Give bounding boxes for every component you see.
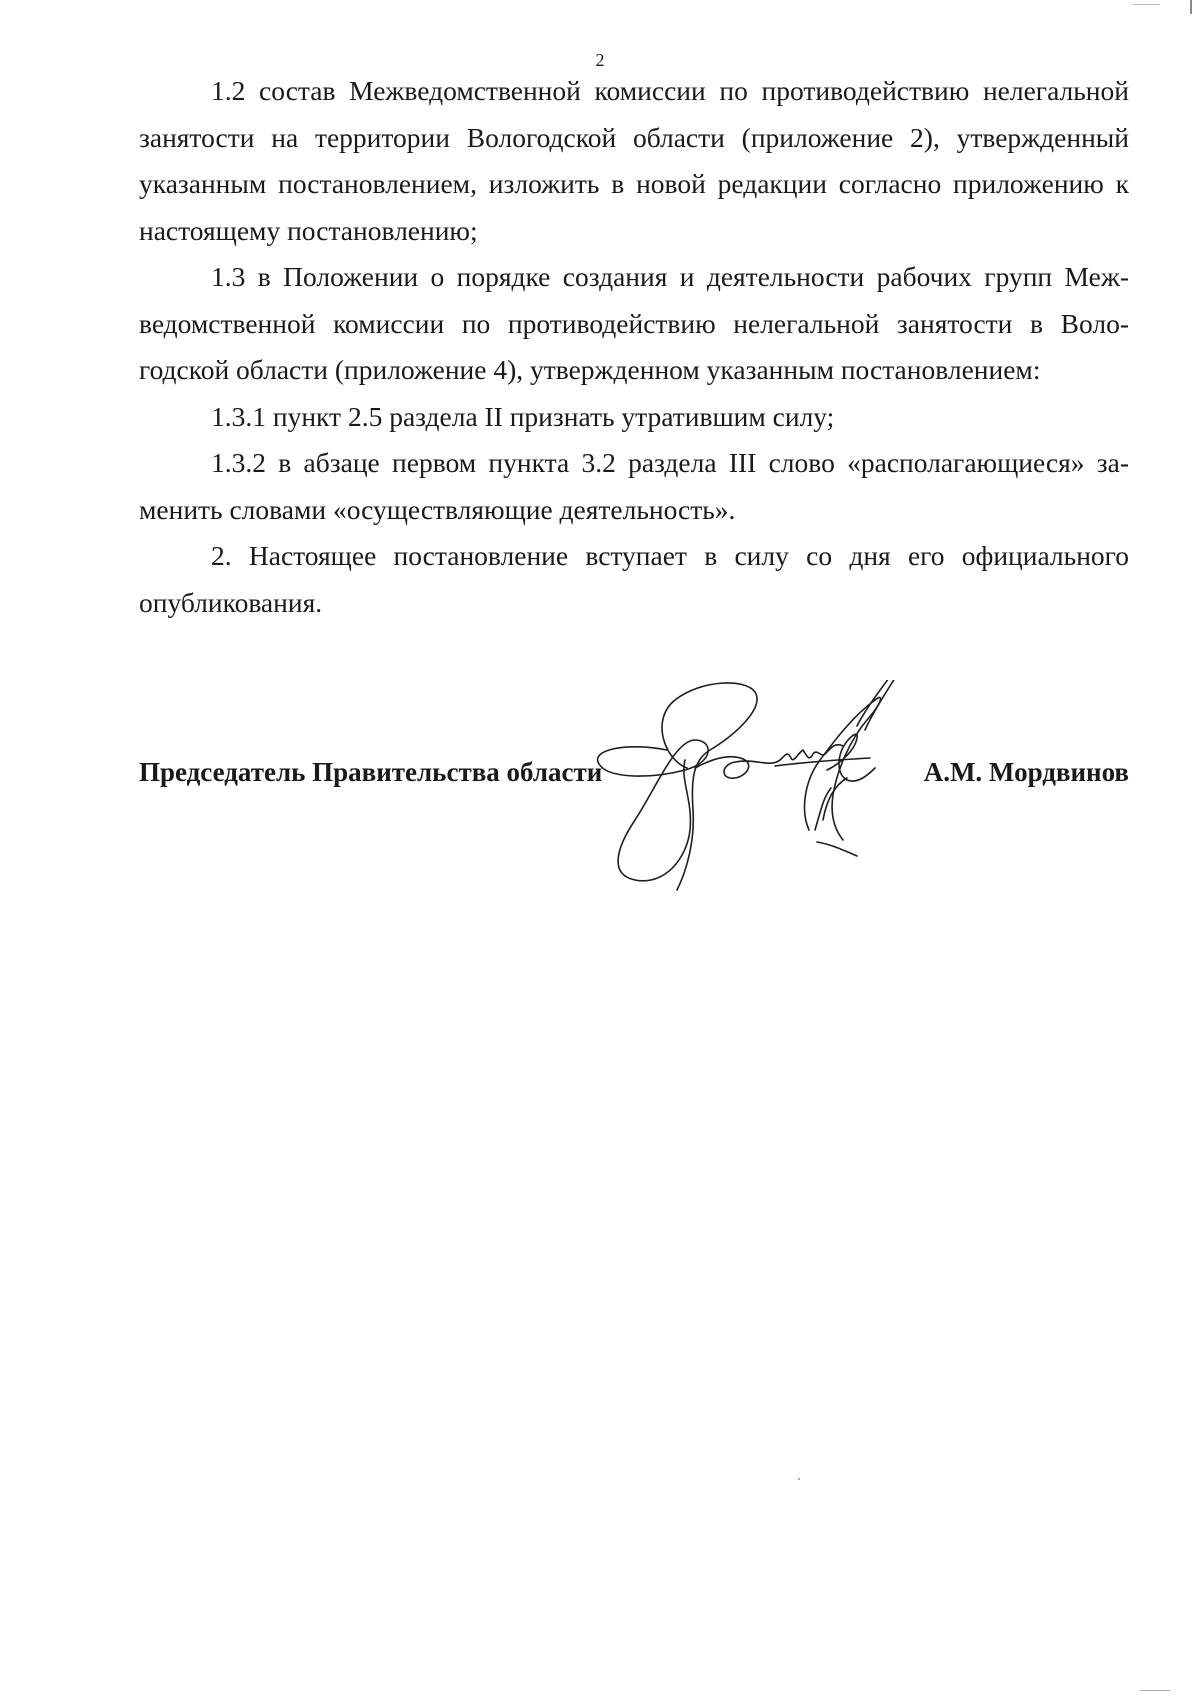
paragraph-1-2: 1.2 состав Межведомственной комиссии по противодействию нелегальной занятости на территории Вологодской области (приложение 2), утвержденный указанным постановлением, изложить в новой редакции согласно приложению к настоящему постановлению;	[139, 75, 1129, 246]
paragraph-2: 2. Настоящее постановление вступает в силу со дня его официального опубликования.	[139, 540, 1129, 618]
scan-mark	[798, 1478, 800, 1480]
paragraph-1-3-1: 1.3.1 пункт 2.5 раздела II признать утратившим силу;	[211, 400, 835, 432]
page-number: 2	[595, 50, 605, 70]
scan-mark	[1190, 0, 1192, 14]
signatory-name: А.М. Мордвинов	[923, 757, 1129, 787]
handwritten-signature	[595, 680, 955, 895]
document-body	[139, 68, 1129, 626]
scan-mark	[1132, 4, 1160, 5]
paragraph-1-3: 1.3 в Положении о порядке создания и деятельности рабочих групп Межведомственной комиссии по противодействию нелегальной занятости в Вологодской области (приложение 4), утвержденном указанным постановлением:	[139, 261, 1129, 385]
scan-mark	[1140, 1690, 1170, 1691]
paragraph-1-3-2: 1.3.2 в абзаце первом пункта 3.2 раздела III слово «располагающиеся» заменить словами «осуществляющие деятельность».	[139, 447, 1129, 525]
signatory-position: Председатель Правительства области	[139, 757, 603, 787]
